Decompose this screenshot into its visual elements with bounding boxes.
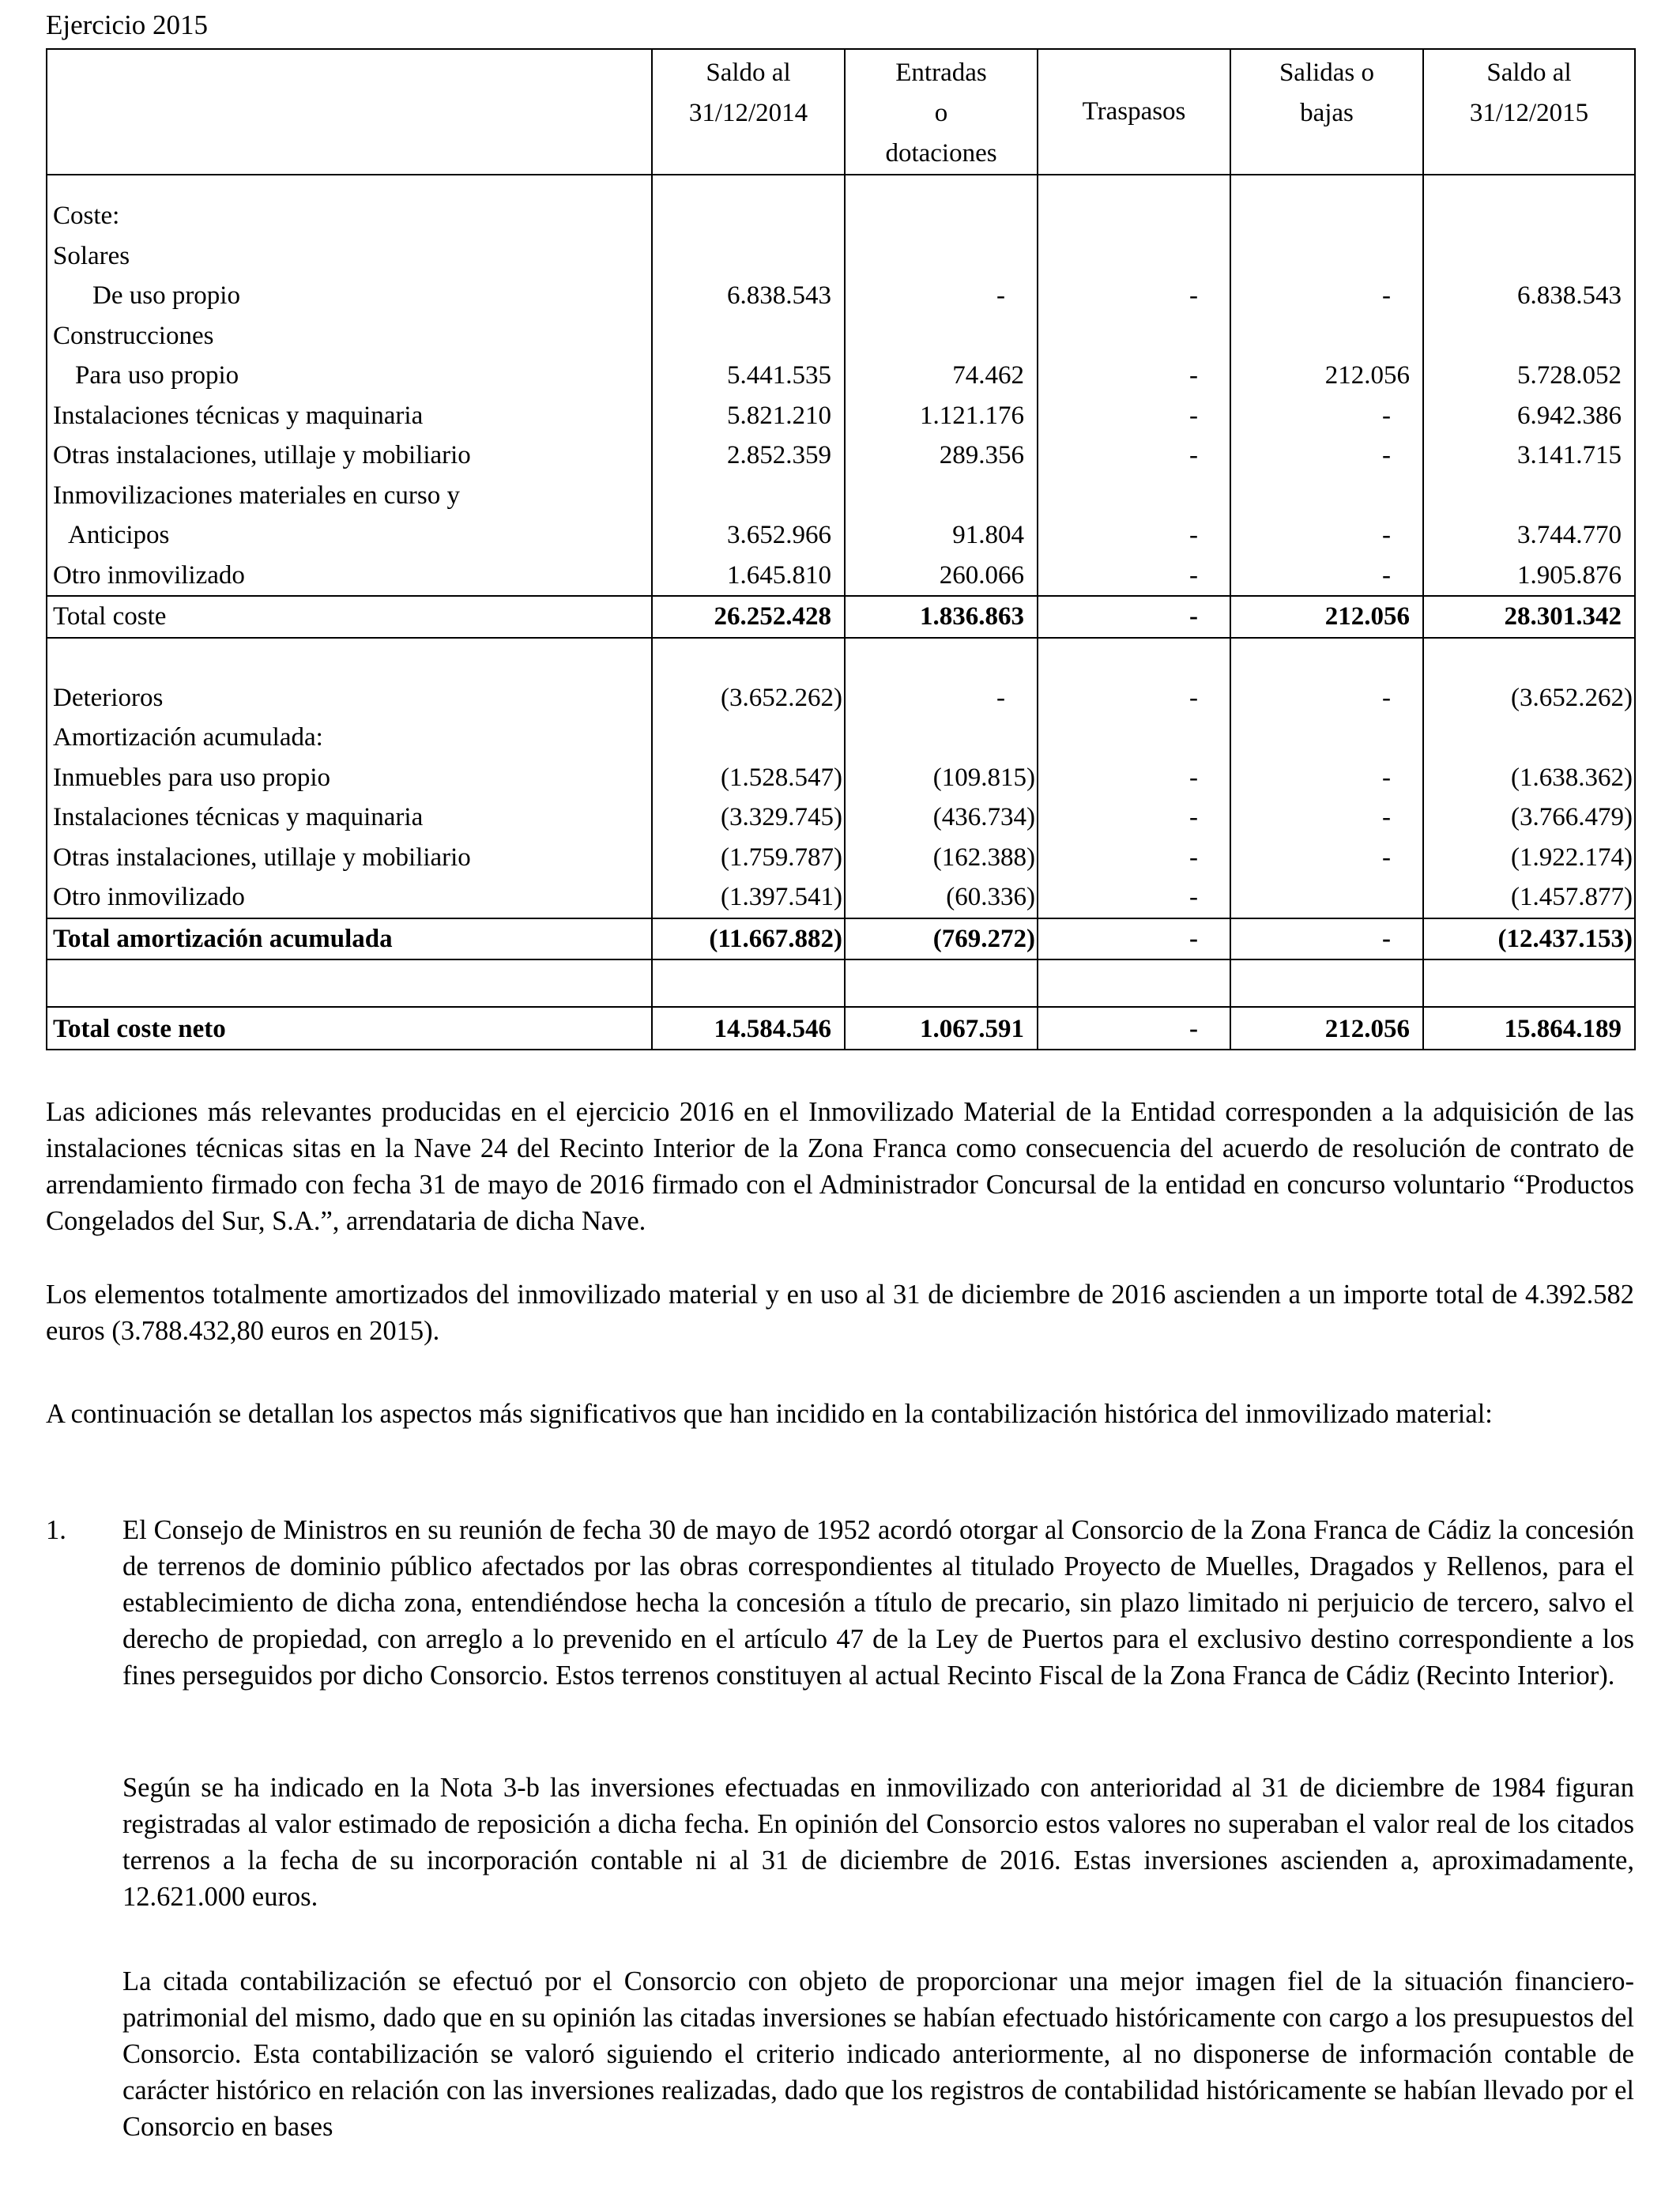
table-cell: (12.437.153) [1423,918,1635,960]
table-cell: - [1038,1007,1230,1050]
table-cell: - [1038,678,1230,718]
table-cell: 6.838.543 [1423,276,1635,316]
header-saldo-2015: Saldo al 31/12/2015 [1423,49,1635,175]
table-header-row [47,49,1635,175]
table-cell: 3.141.715 [1423,435,1635,476]
table-cell: - [1230,556,1423,597]
table-cell: - [1230,797,1423,838]
table-cell: 6.942.386 [1423,396,1635,436]
row-label: Otro inmovilizado [47,556,652,597]
fixed-assets-table [46,48,1636,1050]
table-cell: 1.905.876 [1423,556,1635,597]
header-saldo-2014: Saldo al 31/12/2014 [652,49,845,175]
table-cell: - [1038,435,1230,476]
row-label: Otro inmovilizado [47,877,652,918]
table-total-row [47,1007,1635,1050]
list-item-paragraph: La citada contabilización se efectuó por el Consorcio con objeto de proporcionar una mejor imagen fiel de la situación financiero-patrimonial del mismo, dado que en su opinión las citadas inversiones se habían efectuado históricamente con cargo a los presupuestos del Consorcio. Esta contabilización se valoró siguiendo el criterio indicado anteriormente, al no disponerse de información contable de carácter histórico en relación con las inversiones realizadas, dado que los registros de contabilidad históricamente se habían llevado por el Consorcio en bases [122,1966,1634,2142]
table-cell: (1.397.541) [652,877,845,918]
table-cell: - [845,678,1038,718]
table-row [47,236,1635,277]
list-item-paragraph: El Consejo de Ministros en su reunión de fecha 30 de mayo de 1952 acordó otorgar al Consorcio de la Zona Franca de Cádiz la concesión de terrenos de dominio público afectados por las obras correspondientes al titulado Proyecto de Muelles, Dragados y Rellenos, para el establecimiento de dicha zona, entendiéndose hecha la concesión a título de precario, sin plazo limitado ni perjuicio de tercero, salvo el derecho de propiedad, con arreglo a lo prevenido en el artículo 47 de la Ley de Puertos para el exclusivo destino correspondiente a los fines perseguidos por dicho Consorcio. Estos terrenos constituyen al actual Recinto Fiscal de la Zona Franca de Cádiz (Recinto Interior). [122,1515,1634,1691]
table-cell: 3.744.770 [1423,515,1635,556]
row-label: Total coste neto [47,1007,652,1050]
table-cell: 1.121.176 [845,396,1038,436]
table-spacer-row [47,959,1635,1007]
table-cell: - [1230,678,1423,718]
row-label: Construcciones [47,316,652,356]
table-cell: - [1038,596,1230,638]
table-row [47,276,1635,316]
table-row [47,476,1635,516]
table-cell: 5.441.535 [652,356,845,396]
table-cell: - [1038,797,1230,838]
table-cell: 26.252.428 [652,596,845,638]
row-label: Otras instalaciones, utillaje y mobiliario [47,838,652,878]
table-row [47,797,1635,838]
table-cell: (3.329.745) [652,797,845,838]
table-cell: (1.759.787) [652,838,845,878]
table-total-row [47,918,1635,960]
header-empty [47,49,652,175]
table-row [47,435,1635,476]
table-cell: - [1038,918,1230,960]
row-label: Total amortización acumulada [47,918,652,960]
table-cell: (1.457.877) [1423,877,1635,918]
table-cell: 2.852.359 [652,435,845,476]
table-cell: (11.667.882) [652,918,845,960]
table-total-row [47,596,1635,638]
table-cell: (3.766.479) [1423,797,1635,838]
list-item-number: 1. [46,1515,66,1545]
row-label: Otras instalaciones, utillaje y mobiliario [47,435,652,476]
table-cell: 15.864.189 [1423,1007,1635,1050]
table-cell: 74.462 [845,356,1038,396]
table-row [47,356,1635,396]
table-cell: 5.728.052 [1423,356,1635,396]
table-cell: 28.301.342 [1423,596,1635,638]
table-cell: 212.056 [1230,356,1423,396]
table-cell: (162.388) [845,838,1038,878]
table-cell: - [1038,838,1230,878]
table-cell: 1.067.591 [845,1007,1038,1050]
table-spacer-row [47,638,1635,678]
table-cell: 91.804 [845,515,1038,556]
table-cell: - [1230,435,1423,476]
table-cell: 212.056 [1230,1007,1423,1050]
paragraph-adiciones: Las adiciones más relevantes producidas en el ejercicio 2016 en el Inmovilizado Material de la Entidad corresponden a la adquisición de las instalaciones técnicas sitas en la Nave 24 del Recinto Interior de la Zona Franca como consecuencia del acuerdo de resolución de contrato de arrendamiento firmado con fecha 31 de mayo de 2016 firmado con el Administrador Concursal de la entidad en concurso voluntario “Productos Congelados del Sur, S.A.”, arrendataria de dicha Nave. [46,1097,1634,1236]
table-row [47,196,1635,236]
table-cell: 289.356 [845,435,1038,476]
table-cell: (436.734) [845,797,1038,838]
table-cell: - [1230,515,1423,556]
paragraph-amortizados: Los elementos totalmente amortizados del inmovilizado material y en uso al 31 de diciembre de 2016 ascienden a un importe total de 4.392.582 euros (3.788.432,80 euros en 2015). [46,1280,1634,1346]
table-cell: - [1038,356,1230,396]
row-label: Anticipos [47,515,652,556]
table-row [47,718,1635,758]
table-cell: 1.836.863 [845,596,1038,638]
table-cell: (109.815) [845,758,1038,798]
table-cell: - [845,276,1038,316]
table-cell: 260.066 [845,556,1038,597]
list-item-paragraph: Según se ha indicado en la Nota 3-b las inversiones efectuadas en inmovilizado con anterioridad al 31 de diciembre de 1984 figuran registradas al valor estimado de reposición a dicha fecha. En opinión del Consorcio estos valores no superaban el valor real de los citados terrenos a la fecha de su incorporación contable ni al 31 de diciembre de 2016. Estas inversiones ascienden a, aproximadamente, 12.621.000 euros. [122,1773,1634,1912]
table-cell: - [1230,918,1423,960]
table-cell: 14.584.546 [652,1007,845,1050]
table-row [47,515,1635,556]
table-cell: 3.652.966 [652,515,845,556]
table-row [47,556,1635,597]
table-row [47,877,1635,918]
table-cell: (1.922.174) [1423,838,1635,878]
table-cell: (1.528.547) [652,758,845,798]
table-row [47,316,1635,356]
header-traspasos: Traspasos [1038,49,1230,175]
table-cell: (60.336) [845,877,1038,918]
table-cell: 212.056 [1230,596,1423,638]
table-cell: (769.272) [845,918,1038,960]
table-cell [1230,877,1423,918]
table-cell: 5.821.210 [652,396,845,436]
table-cell: - [1230,758,1423,798]
header-entradas: Entradas o dotaciones [845,49,1038,175]
row-label: Instalaciones técnicas y maquinaria [47,797,652,838]
row-label: Solares [47,236,652,277]
table-cell: (1.638.362) [1423,758,1635,798]
row-label: Instalaciones técnicas y maquinaria [47,396,652,436]
row-label: Inmovilizaciones materiales en curso y [47,476,652,516]
row-label: Coste: [47,196,652,236]
table-row [47,838,1635,878]
row-label: Deterioros [47,678,652,718]
row-label: Inmuebles para uso propio [47,758,652,798]
table-cell: 1.645.810 [652,556,845,597]
table-cell: - [1038,556,1230,597]
paragraph-aspectos: A continuación se detallan los aspectos más significativos que han incidido en la contabilización histórica del inmovilizado material: [46,1399,1493,1429]
table-cell: 6.838.543 [652,276,845,316]
table-cell: (3.652.262) [1423,678,1635,718]
table-cell: - [1038,396,1230,436]
header-salidas: Salidas o bajas [1230,49,1423,175]
table-cell: - [1230,838,1423,878]
table-cell: - [1038,877,1230,918]
table-cell: - [1038,515,1230,556]
table-cell: - [1038,758,1230,798]
table-spacer-row [47,175,1635,196]
table-row [47,758,1635,798]
table-cell: (3.652.262) [652,678,845,718]
row-label: Amortización acumulada: [47,718,652,758]
table-row [47,678,1635,718]
row-label: Para uso propio [47,356,652,396]
row-label: De uso propio [47,276,652,316]
table-cell: - [1230,276,1423,316]
table-cell: - [1230,396,1423,436]
row-label: Total coste [47,596,652,638]
table-cell: - [1038,276,1230,316]
table-row [47,396,1635,436]
table-caption: Ejercicio 2015 [46,9,209,40]
